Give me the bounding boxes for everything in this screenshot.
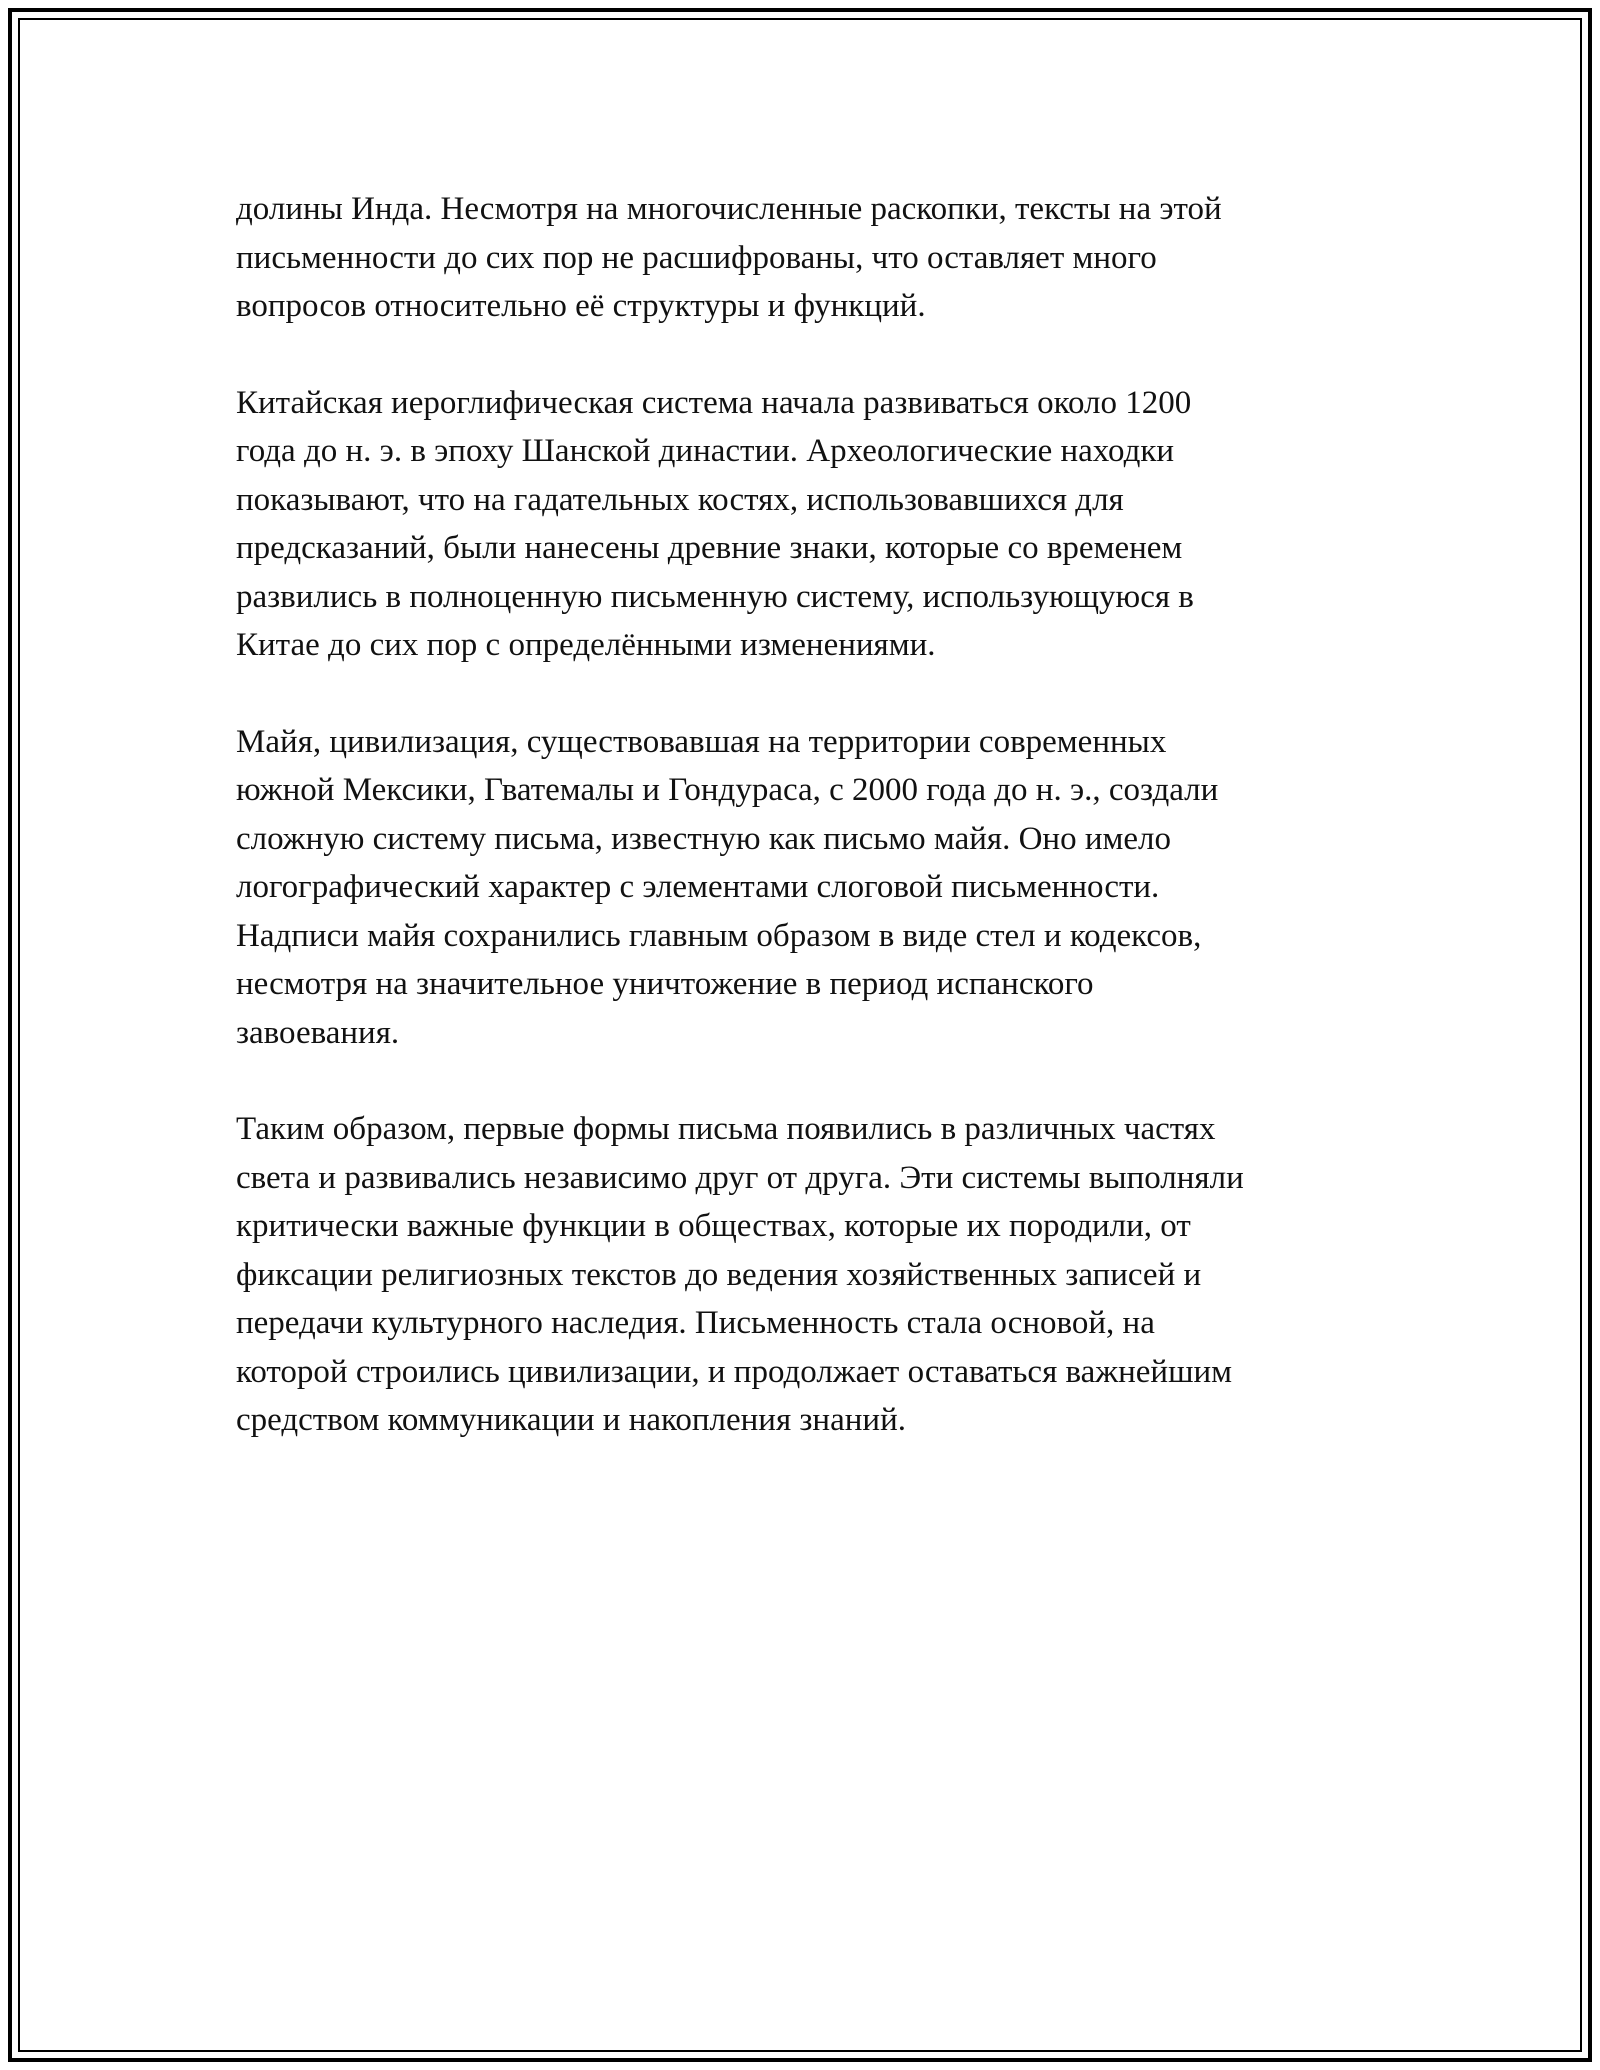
text-line: несмотря на значительное уничтожение в период испанского [236, 966, 1094, 1002]
text-line: света и развивались независимо друг от друга. Эти системы выполняли [236, 1159, 1244, 1196]
document-body [236, 185, 1376, 1493]
text-line: показывают, что на гадательных костях, использовавшихся для [236, 481, 1124, 518]
text-line: которой строились цивилизации, и продолжает оставаться важнейшим [236, 1353, 1233, 1390]
paragraph-conclusion [236, 1105, 1376, 1445]
text-line: завоевания. [236, 1014, 400, 1051]
text-line: письменности до сих пор не расшифрованы, что оставляет много [236, 239, 1157, 276]
text-line: передачи культурного наследия. Письменность стала основой, на [236, 1305, 1155, 1341]
text-line: логографический характер с элементами слоговой письменности. [236, 869, 1160, 905]
text-line: Надписи майя сохранились главным образом в виде стел и кодексов, [236, 917, 1202, 954]
text-line: средством коммуникации и накопления знаний. [236, 1402, 906, 1438]
text-line: сложную систему письма, известную как письмо майя. Оно имело [236, 820, 1171, 857]
text-line: долины Инда. Несмотря на многочисленные раскопки, тексты на этой [236, 191, 1222, 227]
text-line: предсказаний, были нанесены древние знаки, которые со временем [236, 530, 1183, 566]
text-line: Китае до сих пор с определёнными изменениями. [236, 627, 936, 663]
paragraph-chinese-script [236, 379, 1376, 670]
text-line: Майя, цивилизация, существовавшая на территории современных [236, 723, 1167, 760]
text-line: критически важные функции в обществах, которые их породили, от [236, 1208, 1191, 1244]
text-line: Китайская иероглифическая система начала развиваться около 1200 [236, 384, 1192, 421]
text-line: южной Мексики, Гватемалы и Гондураса, с 2000 года до н. э., создали [236, 772, 1219, 808]
text-line: развились в полноценную письменную систему, использующуюся в [236, 578, 1194, 615]
paragraph-maya-script [236, 718, 1376, 1058]
text-line: вопросов относительно её структуры и функций. [236, 288, 926, 324]
paragraph-indus-script [236, 185, 1376, 331]
text-line: Таким образом, первые формы письма появились в различных частях [236, 1111, 1216, 1147]
text-line: года до н. э. в эпоху Шанской династии. Археологические находки [236, 433, 1175, 469]
text-line: фиксации религиозных текстов до ведения хозяйственных записей и [236, 1256, 1202, 1293]
